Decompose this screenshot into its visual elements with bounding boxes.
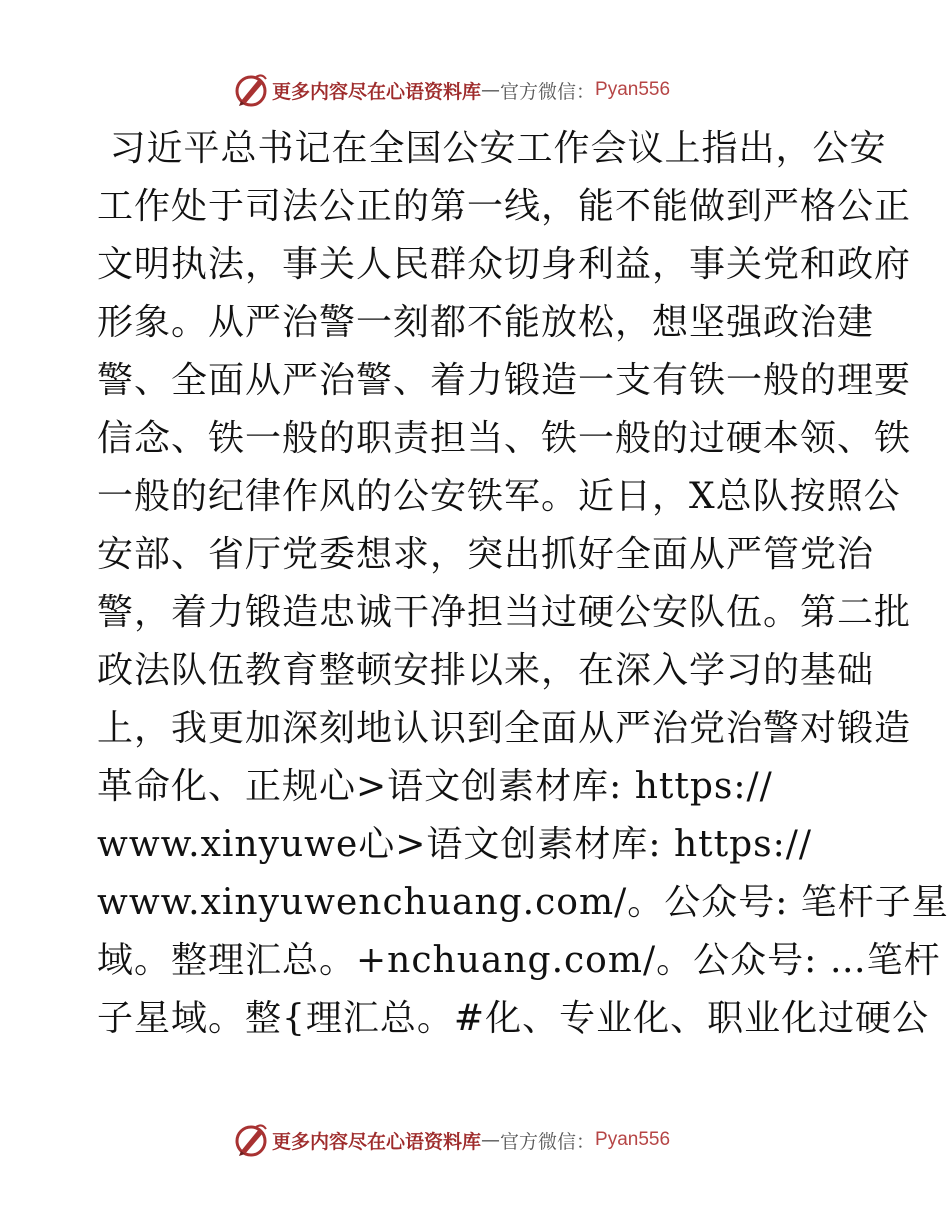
body-line: 工作处于司法公正的第一线，能不能做到严格公正 <box>97 186 912 227</box>
body-line: 警、全面从严治警、着力锻造一支有铁一般的理要 <box>97 360 912 401</box>
banner-wechat-label: 官方微信： <box>500 80 596 103</box>
body-line: www.xinyuwe心>语文创素材库: https:// <box>97 824 813 865</box>
body-line: 子星域。整{理汇总。#化、专业化、职业化过硬公 <box>97 998 930 1039</box>
banner-wechat-id: Pyan556 <box>595 79 671 100</box>
banner-wechat-label: 官方微信： <box>500 1130 596 1153</box>
body-line: 习近平总书记在全国公安工作会议上指出，公安 <box>97 128 887 169</box>
banner-main-text: 更多内容尽在心语资料库 <box>272 1130 482 1153</box>
pen-logo-icon <box>232 1121 270 1159</box>
body-line: 安部、省厅党委想求，突出抓好全面从严管党治 <box>97 534 875 575</box>
footer-banner <box>232 1120 670 1160</box>
body-line: 信念、铁一般的职责担当、铁一般的过硬本领、铁 <box>97 418 912 459</box>
banner-wechat-id: Pyan556 <box>595 1129 671 1150</box>
body-line: 上，我更加深刻地认识到全面从严治党治警对锻造 <box>97 708 912 749</box>
body-line: 文明执法，事关人民群众切身利益，事关党和政府 <box>97 244 912 285</box>
banner-main-text: 更多内容尽在心语资料库 <box>272 80 482 103</box>
body-line: 政法队伍教育整顿安排以来，在深入学习的基础 <box>97 650 875 691</box>
body-line: 革命化、正规心>语文创素材库: https:// <box>97 766 773 807</box>
header-banner <box>232 70 670 110</box>
body-line: www.xinyuwenchuang.com/。公众号: 笔杆子星 <box>97 882 949 923</box>
body-line: 一般的纪律作风的公安铁军。近日，X总队按照公 <box>97 476 901 517</box>
banner-separator: — <box>481 79 501 101</box>
body-line: 域。整理汇总。+nchuang.com/。公众号: …笔杆 <box>97 940 941 981</box>
pen-logo-icon <box>232 71 270 109</box>
document-body <box>97 120 949 1048</box>
body-line: 警，着力锻造忠诚干净担当过硬公安队伍。第二批 <box>97 592 912 633</box>
body-line: 形象。从严治警一刻都不能放松，想坚强政治建 <box>97 302 875 343</box>
banner-separator: — <box>481 1129 501 1151</box>
